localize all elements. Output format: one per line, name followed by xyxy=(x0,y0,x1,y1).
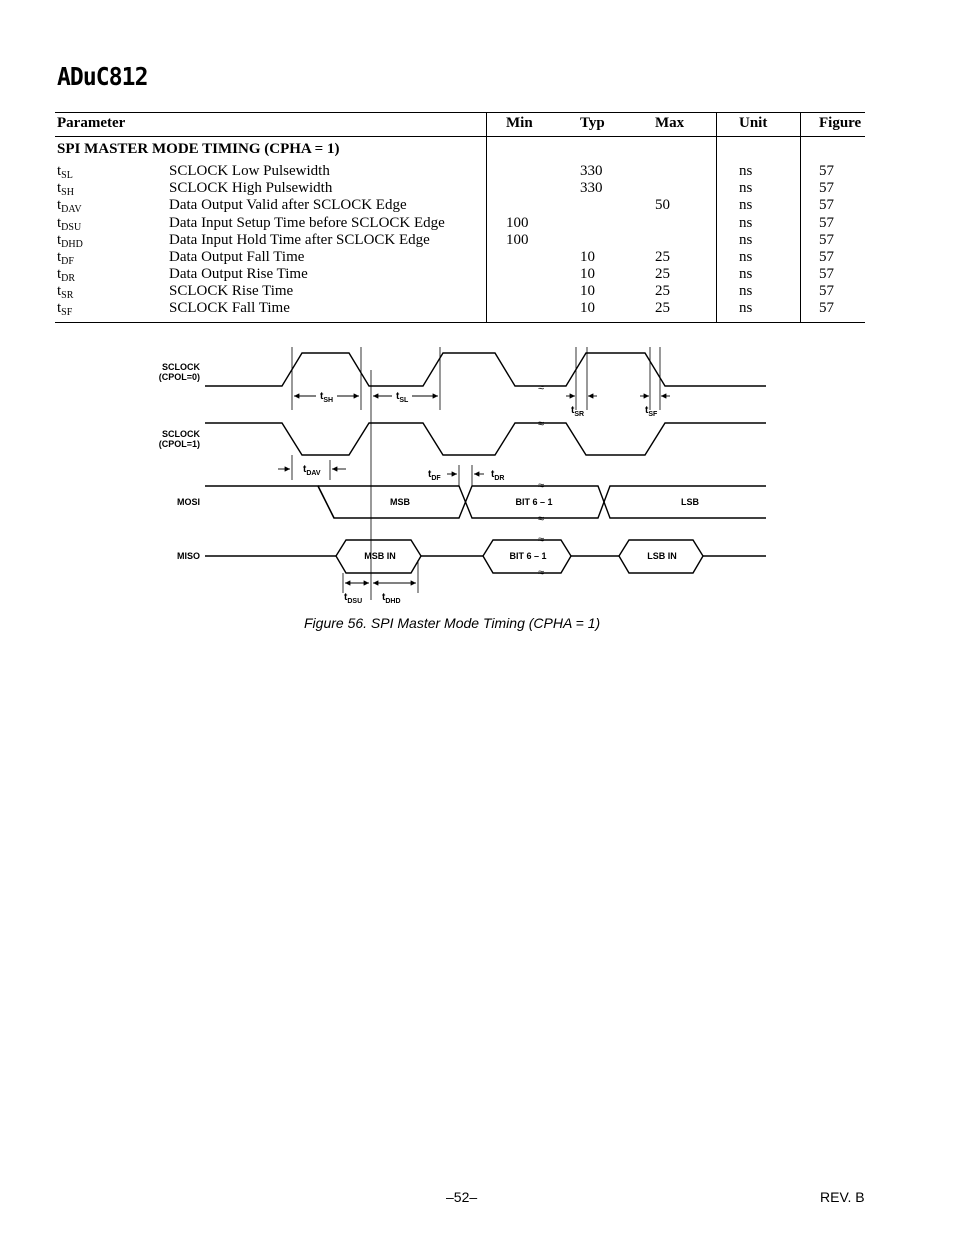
max-cell: 25 xyxy=(655,300,670,316)
tsr-label: $t_{SR}$ xyxy=(571,405,585,418)
symbol-subscript: DF xyxy=(61,256,74,267)
mosi-msb-label: MSB xyxy=(390,497,410,507)
symbol-t: t xyxy=(57,249,62,265)
table-header-rule xyxy=(55,136,865,137)
symbol-cell xyxy=(57,197,82,215)
figure-cell: 57 xyxy=(819,215,834,231)
description-cell: SCLOCK Rise Time xyxy=(169,283,294,299)
unit-cell: ns xyxy=(739,232,753,248)
min-cell: 100 xyxy=(506,232,529,248)
miso-waveform xyxy=(205,540,766,573)
symbol-cell xyxy=(57,283,73,301)
symbol-subscript: SF xyxy=(61,307,73,318)
description-cell: SCLOCK High Pulsewidth xyxy=(169,180,333,196)
figure-cell: 57 xyxy=(819,163,834,179)
table-row xyxy=(55,197,865,214)
typ-cell: 10 xyxy=(580,266,595,282)
tdr-label: $t_{DR}$ xyxy=(491,469,505,482)
sclk-cpol1-label: SCLOCK xyxy=(162,429,200,439)
figure-cell: 57 xyxy=(819,300,834,316)
header-figure: Figure xyxy=(819,115,862,131)
figure-caption: Figure 56. SPI Master Mode Timing (CPHA = 1) xyxy=(304,615,601,631)
miso-msb-in-label: MSB IN xyxy=(364,551,396,561)
figure-cell: 57 xyxy=(819,283,834,299)
svg-text:≈: ≈ xyxy=(537,513,545,525)
sclk-cpol0-label: SCLOCK xyxy=(162,362,200,372)
table-row xyxy=(55,283,865,300)
max-cell: 25 xyxy=(655,283,670,299)
spi-timing-diagram xyxy=(150,340,780,610)
typ-cell: 330 xyxy=(580,163,603,179)
unit-cell: ns xyxy=(739,249,753,265)
description-cell: SCLOCK Fall Time xyxy=(169,300,290,316)
header-parameter: Parameter xyxy=(57,115,126,131)
table-row xyxy=(55,163,865,180)
tsl-label: $t_{SL}$ xyxy=(396,391,409,404)
symbol-cell xyxy=(57,266,75,284)
typ-cell: 10 xyxy=(580,300,595,316)
symbol-t: t xyxy=(57,300,62,316)
typ-cell: 10 xyxy=(580,249,595,265)
description-cell: Data Output Rise Time xyxy=(169,266,308,282)
sclk-cpol1-waveform xyxy=(205,423,766,455)
table-row xyxy=(55,232,865,249)
symbol-cell xyxy=(57,215,81,233)
mosi-lsb-label: LSB xyxy=(681,497,699,507)
symbol-subscript: SR xyxy=(61,290,74,301)
description-cell: Data Output Fall Time xyxy=(169,249,305,265)
symbol-t: t xyxy=(57,283,62,299)
table-row xyxy=(55,249,865,266)
figure-cell: 57 xyxy=(819,266,834,282)
symbol-subscript: SL xyxy=(61,170,73,181)
symbol-t: t xyxy=(57,180,62,196)
tdsu-label: $t_{DSU}$ xyxy=(344,592,363,605)
sclk-cpol1-sublabel: (CPOL=1) xyxy=(158,439,200,449)
miso-label: MISO xyxy=(176,551,200,561)
max-cell: 25 xyxy=(655,249,670,265)
header-unit: Unit xyxy=(739,115,768,131)
unit-cell: ns xyxy=(739,300,753,316)
table-row xyxy=(55,215,865,232)
figure-cell: 57 xyxy=(819,180,834,196)
symbol-cell xyxy=(57,300,72,318)
mosi-bit61-label: BIT 6 – 1 xyxy=(515,497,553,507)
unit-cell: ns xyxy=(739,163,753,179)
svg-text:≈: ≈ xyxy=(537,567,545,579)
symbol-cell xyxy=(57,180,74,198)
max-cell: 25 xyxy=(655,266,670,282)
typ-cell: 330 xyxy=(580,180,603,196)
symbol-t: t xyxy=(57,232,62,248)
header-min: Min xyxy=(506,115,533,131)
description-cell: SCLOCK Low Pulsewidth xyxy=(169,163,330,179)
symbol-subscript: DR xyxy=(61,273,76,284)
table-row xyxy=(55,266,865,283)
typ-cell: 10 xyxy=(580,283,595,299)
figure-cell: 57 xyxy=(819,232,834,248)
symbol-subscript: DAV xyxy=(61,204,82,215)
symbol-t: t xyxy=(57,197,62,213)
unit-cell: ns xyxy=(739,215,753,231)
mosi-label: MOSI xyxy=(176,497,200,507)
svg-text:≈: ≈ xyxy=(537,534,545,546)
sclk-cpol0-waveform xyxy=(205,353,766,386)
svg-text:≈: ≈ xyxy=(537,480,545,492)
figure-cell: 57 xyxy=(819,249,834,265)
symbol-cell xyxy=(57,232,83,250)
tdf-label: $t_{DF}$ xyxy=(428,469,441,482)
tdhd-label: $t_{DHD}$ xyxy=(382,592,401,605)
document-title: ADuC812 xyxy=(57,62,148,91)
unit-cell: ns xyxy=(739,197,753,213)
unit-cell: ns xyxy=(739,180,753,196)
svg-text:≈: ≈ xyxy=(537,382,545,394)
symbol-t: t xyxy=(57,215,62,231)
min-cell: 100 xyxy=(506,215,529,231)
section-heading: SPI MASTER MODE TIMING (CPHA = 1) xyxy=(57,141,340,157)
unit-cell: ns xyxy=(739,266,753,282)
symbol-cell xyxy=(57,249,74,267)
header-max: Max xyxy=(655,115,685,131)
svg-text:≈: ≈ xyxy=(537,418,545,430)
table-row xyxy=(55,300,865,317)
description-cell: Data Input Setup Time before SCLOCK Edge xyxy=(169,215,445,231)
symbol-subscript: SH xyxy=(61,187,74,198)
revision-label: REV. B xyxy=(820,1189,865,1205)
table-bottom-rule xyxy=(55,322,865,323)
miso-bit61-label: BIT 6 – 1 xyxy=(509,551,547,561)
description-cell: Data Output Valid after SCLOCK Edge xyxy=(169,197,407,213)
page-number: –52– xyxy=(446,1189,478,1205)
symbol-subscript: DSU xyxy=(61,222,82,233)
symbol-t: t xyxy=(57,266,62,282)
symbol-t: t xyxy=(57,163,62,179)
description-cell: Data Input Hold Time after SCLOCK Edge xyxy=(169,232,430,248)
symbol-subscript: DHD xyxy=(61,239,83,250)
break-marks xyxy=(538,382,544,579)
unit-cell: ns xyxy=(739,283,753,299)
reference-lines xyxy=(292,347,660,600)
header-typ: Typ xyxy=(580,115,605,131)
table-top-rule xyxy=(55,112,865,113)
figure-cell: 57 xyxy=(819,197,834,213)
max-cell: 50 xyxy=(655,197,670,213)
sclk-cpol0-sublabel: (CPOL=0) xyxy=(158,372,200,382)
table-row xyxy=(55,180,865,197)
tsh-label: $t_{SH}$ xyxy=(320,391,334,404)
tsf-label: $t_{SF}$ xyxy=(645,405,658,418)
miso-lsb-in-label: LSB IN xyxy=(647,551,677,561)
symbol-cell xyxy=(57,163,73,181)
tdav-label: $t_{DAV}$ xyxy=(303,464,321,477)
